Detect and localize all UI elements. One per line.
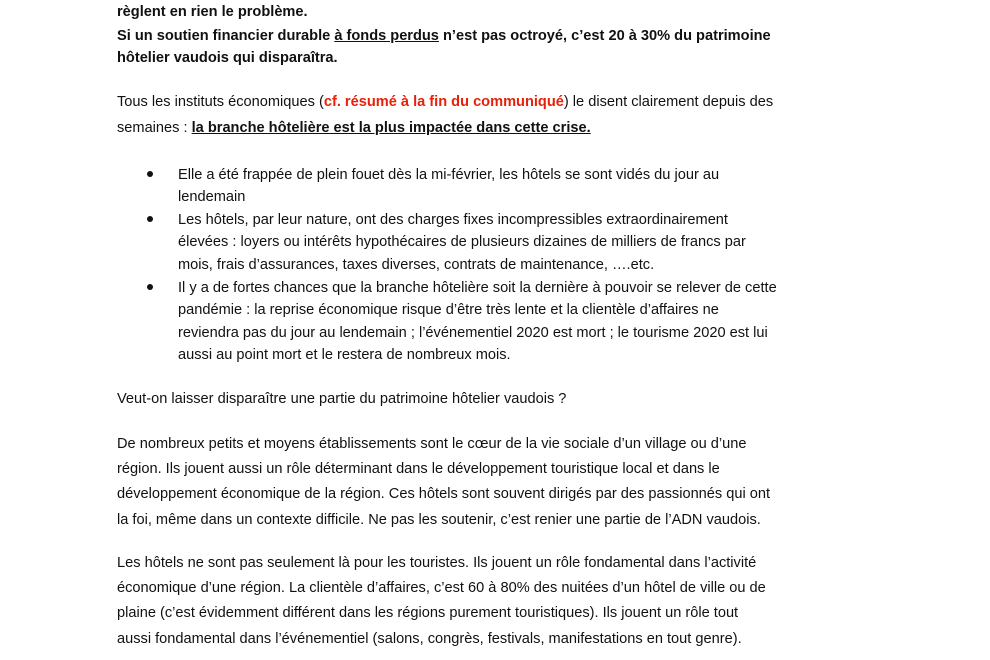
intro-line-1 xyxy=(117,2,308,22)
p2-line-4: la foi, même dans un contexte difficile. Ne pas les soutenir, c’est renier une partie de l’ADN vaudois. xyxy=(117,512,761,528)
bullet-dot xyxy=(147,284,153,290)
p1-text-1c: ) le disent clairement depuis des xyxy=(563,94,774,110)
p1-red-reference: cf. résumé à la fin du communiqué xyxy=(323,94,564,110)
intro-text-2c: n’est pas octroyé, c’est 20 à 30% du patrimoine xyxy=(438,28,771,44)
p1-line-1 xyxy=(117,92,773,112)
bullet-3-line-3: reviendra pas du jour au lendemain ; l’événementiel 2020 est mort ; le tourisme 2020 est lui xyxy=(178,325,768,341)
intro-text-3: hôtelier vaudois qui disparaîtra. xyxy=(117,50,338,66)
bullet-3-line-1: Il y a de fortes chances que la branche hôtelière soit la dernière à pouvoir se relever de cette xyxy=(178,280,777,296)
question-line: Veut-on laisser disparaître une partie du patrimoine hôtelier vaudois ? xyxy=(117,391,567,407)
intro-text-2a: Si un soutien financier durable xyxy=(117,28,335,44)
bullet-dot xyxy=(147,171,153,177)
bullet-2-line-3: mois, frais d’assurances, taxes diverses, contrats de maintenance, ….etc. xyxy=(178,257,655,273)
p1-text-2a: semaines : xyxy=(117,120,192,136)
p2-line-3: développement économique de la région. Ces hôtels sont souvent dirigés par des passionnés qui ont xyxy=(117,486,771,502)
p3-line-1: Les hôtels ne sont pas seulement là pour les touristes. Ils jouent un rôle fondamental dans l’activité xyxy=(117,555,757,571)
intro-underlined-phrase: à fonds perdus xyxy=(334,28,439,44)
bullet-2-line-1: Les hôtels, par leur nature, ont des charges fixes incompressibles extraordinairement xyxy=(178,212,728,228)
p2-line-1: De nombreux petits et moyens établissements sont le cœur de la vie sociale d’un village ou d’une xyxy=(117,436,747,452)
p3-line-3: plaine (c’est évidemment différent dans les régions purement touristiques). Ils jouent un rôle tout xyxy=(117,605,739,621)
intro-text-1: règlent en rien le problème. xyxy=(117,4,308,20)
bullet-3-line-4: aussi au point mort et le restera de nombreux mois. xyxy=(178,347,511,363)
bullet-dot xyxy=(147,216,153,222)
p1-text-1a: Tous les instituts économiques ( xyxy=(117,94,324,110)
intro-line-2 xyxy=(117,26,771,46)
p1-line-2 xyxy=(117,118,591,138)
bullet-1-line-1: Elle a été frappée de plein fouet dès la mi-février, les hôtels se sont vidés du jour au xyxy=(178,167,720,183)
bullet-3-line-2: pandémie : la reprise économique risque d’être très lente et la clientèle d’affaires ne xyxy=(178,302,719,318)
p2-line-2: région. Ils jouent aussi un rôle déterminant dans le développement touristique local et dans le xyxy=(117,461,720,477)
bullet-1-line-2: lendemain xyxy=(178,189,246,205)
bullet-2-line-2: élevées : loyers ou intérêts hypothécaires de plusieurs dizaines de milliers de francs par xyxy=(178,234,746,250)
p3-line-4: aussi fondamental dans l’événementiel (salons, congrès, festivals, manifestations en tout genre). xyxy=(117,631,742,647)
p1-emphasis: la branche hôtelière est la plus impactée dans cette crise. xyxy=(191,120,591,136)
intro-line-3 xyxy=(117,48,338,68)
p3-line-2: économique d’une région. La clientèle d’affaires, c’est 60 à 80% des nuitées d’un hôtel de ville ou de xyxy=(117,580,766,596)
